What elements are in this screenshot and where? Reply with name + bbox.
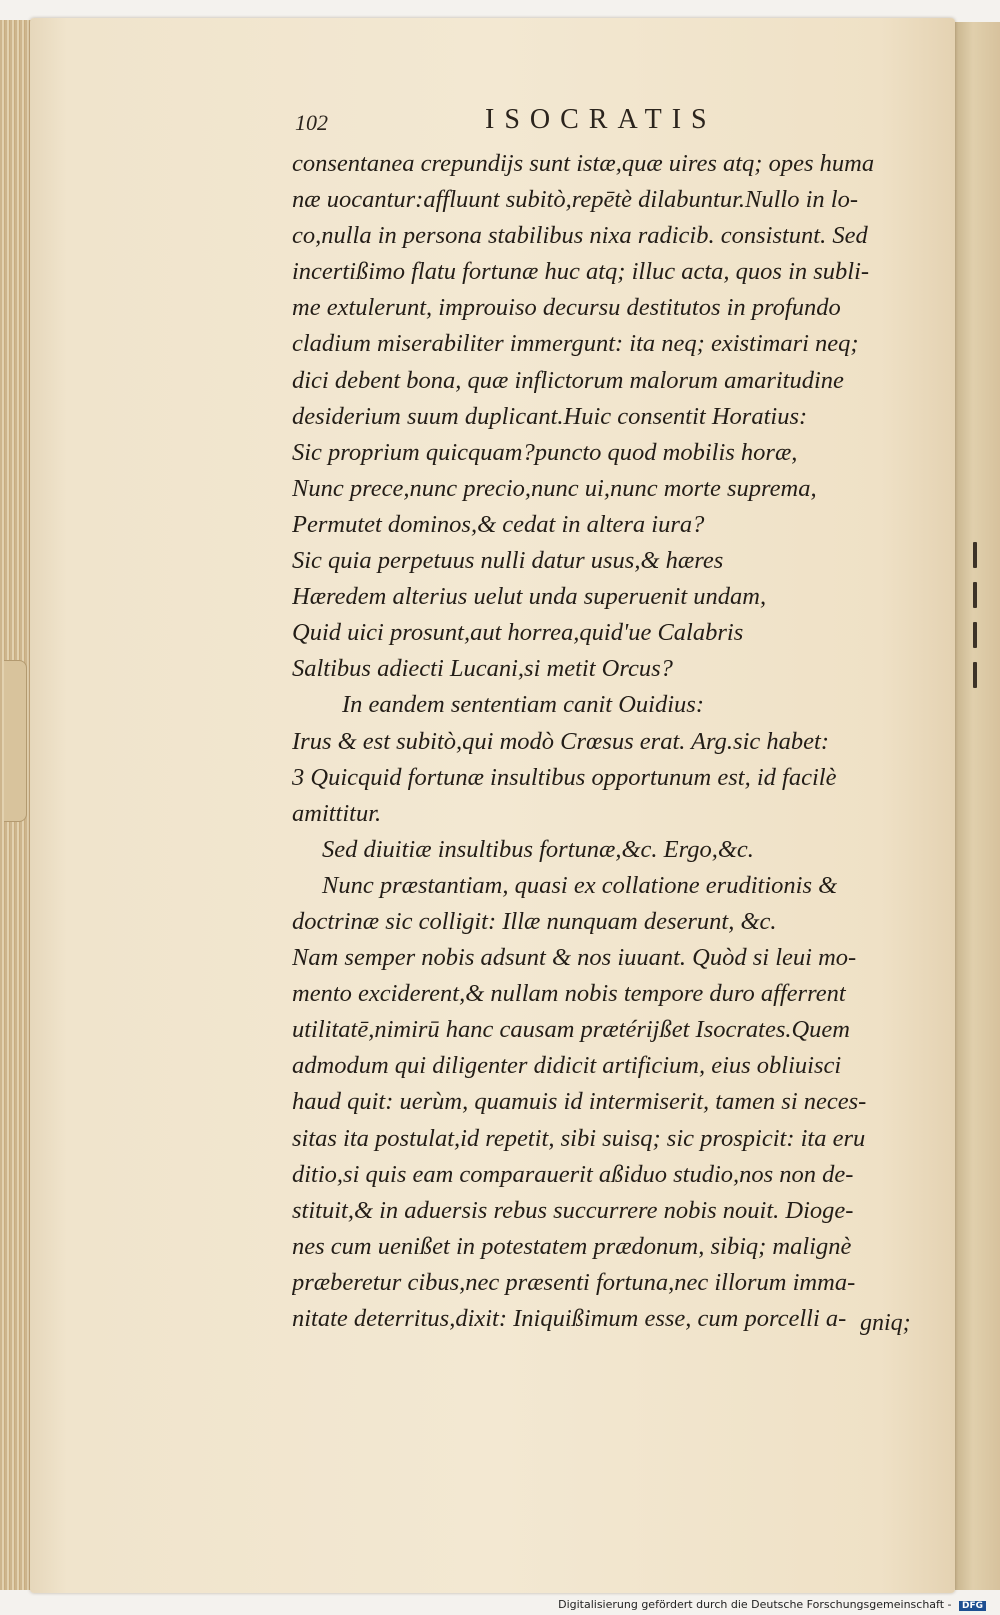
text-line: næ uocantur:affluunt subitò,repētè dilabuntur.Nullo in lo- xyxy=(292,186,858,214)
text-line: 3 Quicquid fortunæ insultibus opportunum est, id facilè xyxy=(292,763,837,791)
catchword: gniq; xyxy=(860,1310,911,1336)
text-line: Nunc præstantiam, quasi ex collatione eruditionis & xyxy=(322,871,838,899)
text-line: co,nulla in persona stabilibus nixa radicib. consistunt. Sed xyxy=(292,222,868,250)
page-number: 102 xyxy=(295,110,328,135)
page-header xyxy=(295,104,775,144)
text-line: nes cum uenißet in potestatem prædonum, sibiq; malignè xyxy=(292,1232,852,1260)
text-line: Saltibus adiecti Lucani,si metit Orcus? xyxy=(292,655,673,683)
text-line: doctrinæ sic colligit: Illæ nunquam deserunt, &c. xyxy=(292,907,777,935)
facing-page-ink-mark xyxy=(973,662,977,688)
text-line: ditio,si quis eam comparauerit aßiduo studio,nos non de- xyxy=(292,1160,854,1188)
page-stack-tab xyxy=(4,660,27,822)
facing-page-ink-mark xyxy=(973,622,977,648)
running-head: ISOCRATIS xyxy=(485,104,717,135)
text-line: admodum qui diligenter didicit artificium, eius obliuisci xyxy=(292,1052,842,1080)
dfg-logo: DFG xyxy=(959,1601,986,1611)
text-line: mento exciderent,& nullam nobis tempore duro afferrent xyxy=(292,980,846,1008)
text-line: sitas ita postulat,id repetit, sibi suisq; sic prospicit: ita eru xyxy=(292,1124,866,1152)
text-line: Quid uici prosunt,aut horrea,quid'ue Calabris xyxy=(292,619,744,647)
text-line: Sic quia perpetuus nulli datur usus,& hæres xyxy=(292,547,724,575)
text-block xyxy=(292,146,922,1337)
text-line: præberetur cibus,nec præsenti fortuna,nec illorum imma- xyxy=(292,1268,856,1296)
text-line: utilitatē,nimirū hanc causam prætérijßet Isocrates.Quem xyxy=(292,1016,850,1044)
text-line: In eandem sententiam canit Ouidius: xyxy=(342,691,704,719)
text-line: consentanea crepundijs sunt istæ,quæ uires atq; opes huma xyxy=(292,150,875,177)
text-line: nitate deterritus,dixit: Iniquißimum esse, cum porcelli a- xyxy=(292,1305,847,1332)
text-line: Sic proprium quicquam?puncto quod mobilis horæ, xyxy=(292,438,798,466)
text-line: Hæredem alterius uelut unda superuenit undam, xyxy=(292,583,767,611)
text-line: cladium miserabiliter immergunt: ita neq; existimari neq; xyxy=(292,330,859,358)
text-line: Irus & est subitò,qui modò Crœsus erat. Arg.sic habet: xyxy=(292,727,829,755)
text-line: me extulerunt, improuiso decursu destitutos in profundo xyxy=(292,294,841,322)
text-line: haud quit: uerùm, quamuis id intermiserit, tamen si neces- xyxy=(292,1088,867,1116)
text-line: desiderium suum duplicant.Huic consentit Horatius: xyxy=(292,402,808,430)
facing-page-ink-mark xyxy=(973,542,977,568)
text-line: stituit,& in aduersis rebus succurrere nobis nouit. Dioge- xyxy=(292,1196,854,1224)
text-line: Nunc prece,nunc precio,nunc ui,nunc morte suprema, xyxy=(292,474,817,502)
digitization-footer xyxy=(558,1598,986,1611)
text-line: amittitur. xyxy=(292,799,382,827)
text-line: Nam semper nobis adsunt & nos iuuant. Quòd si leui mo- xyxy=(292,944,857,972)
facing-page-edge xyxy=(955,22,1000,1590)
text-line: incertißimo flatu fortunæ huc atq; illuc acta, quos in subli- xyxy=(292,258,870,286)
text-line: Permutet dominos,& cedat in altera iura? xyxy=(292,510,705,538)
facing-page-ink-mark xyxy=(973,582,977,608)
text-line: dici debent bona, quæ inflictorum malorum amaritudine xyxy=(292,366,844,394)
footer-text: Digitalisierung gefördert durch die Deutsche Forschungsgemeinschaft - xyxy=(558,1598,952,1611)
text-line: Sed diuitiæ insultibus fortunæ,&c. Ergo,&c. xyxy=(322,835,754,863)
